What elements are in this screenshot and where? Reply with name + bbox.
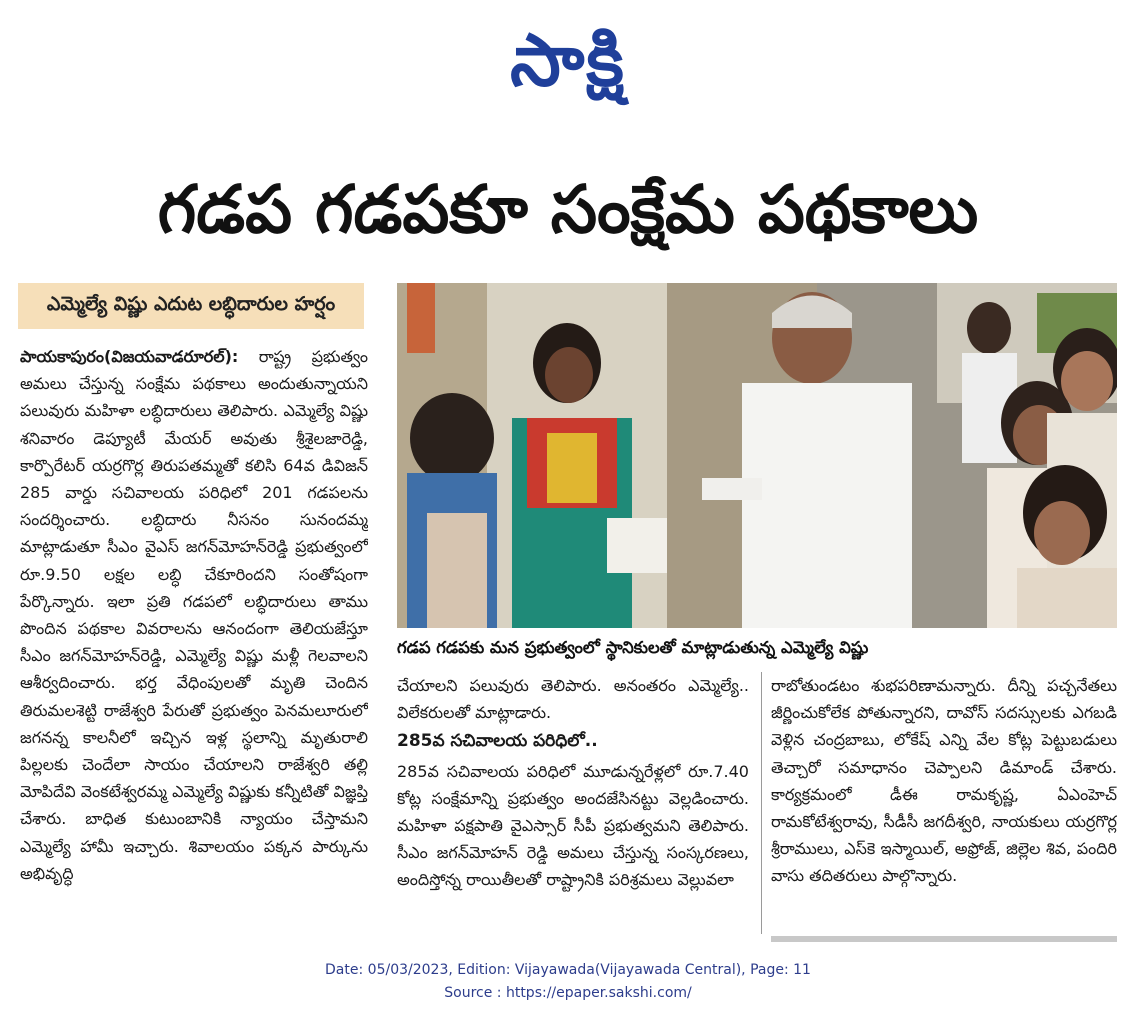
column-3-text: రాబోతుండటం శుభపరిణామన్నారు. దీన్ని పచ్చనేతలు జీర్ణించుకోలేక పోతున్నారని, దావోస్ సదస్సులకు ఎగబడి వెళ్లిన చంద్రబాబు, లోకేష్ ఎన్ని వేల కోట్ల పెట్టుబడులు తెచ్చారో సమాధానం చెప్పాలని డిమాండ్ చేశారు. కార్యక్రమంలో డీఈ రామకృష్ణ, ఏఎంహెచ్ రామకోటేశ్వరావు, సీడీసీ జగదీశ్వరి, నాయకులు యర్రగొర్ల శ్రీరాములు, ఎస్‌కె ఇస్మాయిల్, అఫ్రోజ్, జిల్లెల శివ, పందిరి వాసు తదితరులు పాల్గొన్నారు. — [771, 676, 1117, 886]
article-column-2 — [397, 672, 749, 922]
edition-date-line: Date: 05/03/2023, Edition: Vijayawada(Vijayawada Central), Page: 11 — [325, 962, 811, 978]
masthead-logo — [0, 14, 1136, 106]
article-photo — [397, 283, 1117, 628]
article-column-3 — [771, 672, 1117, 922]
column-1-text: రాష్ట్ర ప్రభుత్వం అమలు చేస్తున్న సంక్షేమ పథకాలు అందుతున్నాయని పలువురు మహిళా లబ్ధిదారులు తెలిపారు. ఎమ్మెల్యే విష్ణు శనివారం డెప్యూటీ మేయర్ అవుతు శ్రీశైలజారెడ్డి, కార్పొరేటర్ యర్రగొర్ల తిరుపతమ్మతో కలిసి 64వ డివిజన్ 285 వార్డు సచివాలయ పరిధిలో 201 గడపలను సందర్శించారు. లబ్ధిదారు నీసనం సునందమ్మ మాట్లాడుతూ సీఎం వైఎస్ జగన్‌మోహన్‌రెడ్డి ప్రభుత్వంలో రూ.9.50 లక్షల లబ్ధి చేకూరిందని సంతోషంగా పేర్కొన్నారు. ఇలా ప్రతి గడపలో లబ్ధిదారులు తాము పొందిన పథకాల వివరాలను ఆనందంగా తెలియజేస్తూ సీఎం జగన్‌మోహన్‌రెడ్డి, ఎమ్మెల్యే విష్ణు మళ్లీ గెలవాలని ఆశీర్వదించారు. భర్త వేధింపులతో మృతి చెందిన తిరుమలశెట్టి రాజేశ్వరి పేరుతో ప్రభుత్వం పెనమలూరులో జగనన్న కాలనీలో ఇచ్చిన ఇళ్ల స్థలాన్ని మృతురాలి పిల్లలకు చెందేలా సాయం చేయాలని రాజేశ్వరి తల్లి మోపిదేవి వెంకటేశ్వరమ్మ ఎమ్మెల్యే విష్ణుకు కన్నీటితో విజ్ఞప్తి చేశారు. బాధిత కుటుంబానికి న్యాయం చేస్తామని ఎమ్మెల్యే హామీ ఇచ్చారు. శివాలయం పక్కన పార్కును అభివృద్ధి — [20, 347, 368, 883]
article-subhead: 285వ సచివాలయ పరిధిలో.. — [397, 731, 598, 752]
dateline: పాయకాపురం(విజయవాడరూరల్): — [20, 347, 239, 366]
masthead-title: సాక్షి — [510, 18, 626, 102]
kicker-box — [18, 283, 364, 329]
column-divider — [761, 672, 762, 934]
column-2-body: 285వ సచివాలయ పరిధిలో మూడున్నరేళ్లలో రూ.7.40 కోట్ల సంక్షేమాన్ని ప్రభుత్వం అందజేసినట్టు వెల్లడించారు. మహిళా పక్షపాతి వైఎస్సార్ సీపీ ప్రభుత్వమని తెలిపారు. సీఎం జగన్‌మోహన్ రెడ్డి అమలు చేస్తున్న సంస్కరణలు, అందిస్తోన్న రాయితీలతో రాష్ట్రానికి పరిశ్రమలు వెల్లువలా — [397, 761, 749, 890]
kicker-text: ఎమ్మెల్యే విష్ణు ఎదుట లబ్ధిదారుల హర్షం — [46, 292, 336, 315]
article-end-rule — [771, 936, 1117, 942]
column-2-intro: చేయాలని పలువురు తెలిపారు. అనంతరం ఎమ్మెల్యే.. విలేకరులతో మాట్లాడారు. — [397, 676, 749, 723]
photo-caption: గడప గడపకు మన ప్రభుత్వంలో స్థానికులతో మాట్లాడుతున్న ఎమ్మెల్యే విష్ణు — [397, 638, 869, 657]
page-headline: గడప గడపకూ సంక్షేమ పథకాలు — [157, 171, 979, 248]
photo-illustration — [397, 283, 1117, 628]
source-line: Source : https://epaper.sakshi.com/ — [444, 985, 692, 1001]
article-column-1 — [20, 343, 368, 923]
